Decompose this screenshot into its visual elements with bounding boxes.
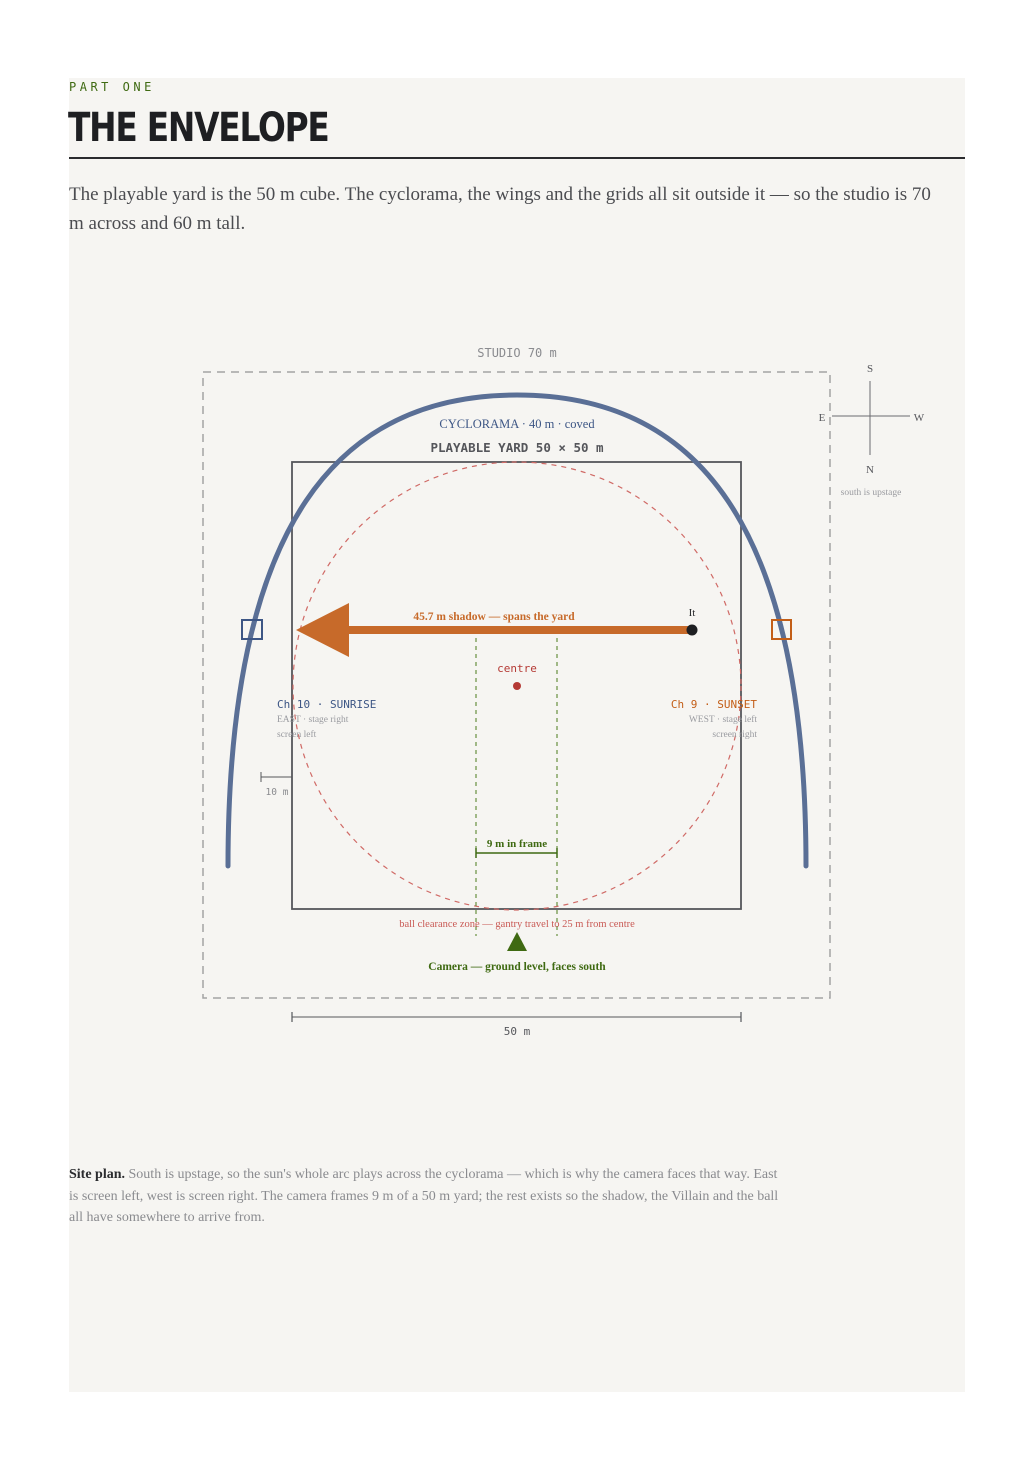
width-dimension-label: 50 m xyxy=(503,1025,531,1038)
compass-s: S xyxy=(866,363,874,375)
caption-lead: Site plan. xyxy=(69,1167,126,1182)
compass-note: south is upstage xyxy=(840,488,902,498)
frame-label: 9 m in frame xyxy=(486,838,548,850)
section-kicker: PART ONE xyxy=(69,80,155,94)
sunset-title: Ch 9 · SUNSET xyxy=(670,698,757,711)
camera-label: Camera — ground level, faces south xyxy=(428,961,606,973)
studio-label: STUDIO 70 m xyxy=(477,346,557,360)
caption-text: South is upstage, so the sun's whole arc plays across the cyclorama — which is why the camera faces that way. East is screen left, west is screen right. The camera frames 9 m of a 50 m yard; the rest exists so the shadow, the Villain and the ball all have somewhere to arrive from. xyxy=(69,1167,779,1225)
camera-icon xyxy=(507,932,527,951)
centre-marker xyxy=(513,682,521,690)
sunset-screen-side: screen right xyxy=(712,730,757,740)
cyclorama-label: CYCLORAMA · 40 m · coved xyxy=(439,417,595,431)
sunrise-screen-side: screen left xyxy=(277,730,317,740)
centre-label: centre xyxy=(497,662,537,675)
compass-n: N xyxy=(866,464,874,476)
figure-caption xyxy=(69,1164,789,1229)
compass-e: E xyxy=(818,412,826,424)
clearance-label: ball clearance zone — gantry travel to 25 m from centre xyxy=(399,919,635,930)
it-label: It xyxy=(688,607,696,619)
it-marker xyxy=(687,625,698,636)
sunrise-direction: EAST · stage right xyxy=(277,715,349,725)
compass-w: W xyxy=(913,412,925,424)
scale-10m-label: 10 m xyxy=(265,787,289,798)
yard-label: PLAYABLE YARD 50 × 50 m xyxy=(430,440,604,455)
sunrise-title: Ch 10 · SUNRISE xyxy=(277,698,377,711)
shadow-arrow-head xyxy=(296,603,349,657)
shadow-label: 45.7 m shadow — spans the yard xyxy=(413,611,575,623)
intro-paragraph: The playable yard is the 50 m cube. The cyclorama, the wings and the grids all sit outside it — so the studio is 70 m across and 60 m tall. xyxy=(69,184,931,234)
compass-rose xyxy=(819,363,925,498)
page-title: THE ENVELOPE xyxy=(68,105,329,151)
sunset-direction: WEST · stage left xyxy=(688,715,757,725)
